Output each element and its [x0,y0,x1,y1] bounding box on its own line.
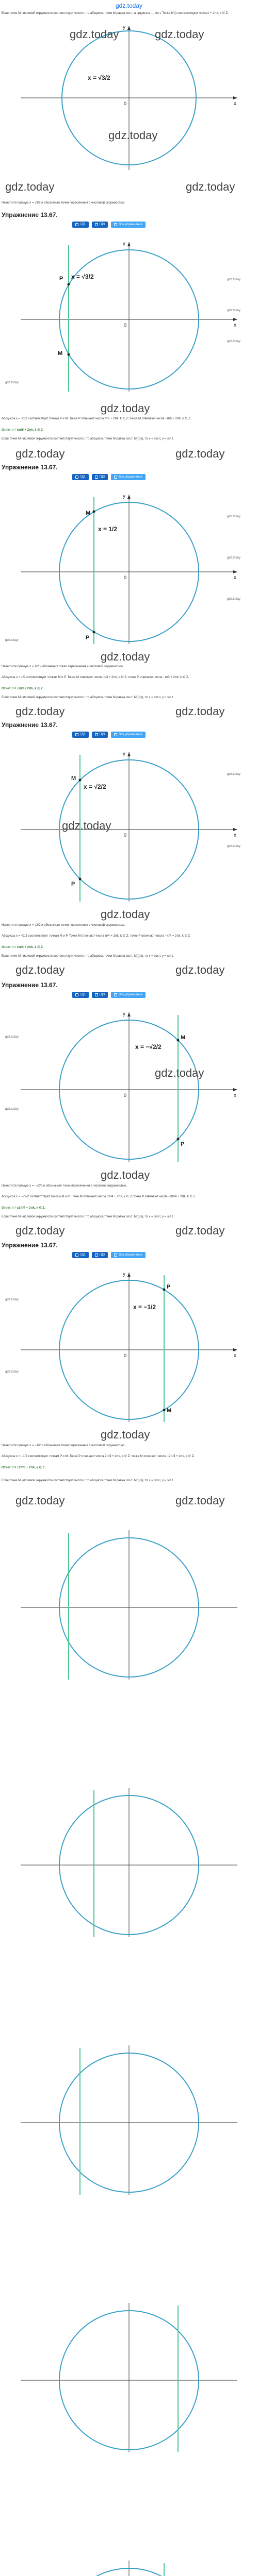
unit-circle-diagram [0,742,258,907]
rule-note: Если точке M числовой окружности соответствует число t, то абсцисса точки M равна cos t: M(t)(x), то x = cos t, y = sin t. [2,437,174,440]
gdz-button[interactable]: ГДЗ [92,992,108,998]
rule-note: Если точке M числовой окружности соответствует число t, то абсцисса точки M равна cos t: M(t)(x), то x = cos t, y = sin t. [2,955,174,958]
watermark: gdz.today [15,1224,65,1237]
watermark: gdz.today [186,180,235,193]
book-icon [75,733,78,736]
watermark: gdz.today [101,908,150,921]
watermark: gdz.today [101,1428,150,1441]
gdz-button[interactable]: ГДЗ [92,1252,108,1258]
gdz-button[interactable]: ГДЗ [72,992,89,998]
watermark: gdz.today [70,28,119,41]
watermark: gdz.today [101,402,150,415]
watermark: gdz.today [227,278,241,281]
point-label: P [167,1284,171,1290]
gdz-button[interactable]: ГДЗ [72,732,89,738]
answer-text: Абсцисса x = √3/2 соответствует точкам P и M. Точке P отвечают числа π/6 + 2πk, k ∈ Z; точке M отвечают числа −π/6 + 2πk, k ∈ Z. [2,417,191,420]
point-label: M [71,775,76,782]
watermark: gdz.today [108,129,158,142]
answer-text: Абсцисса x = √2/2 соответствует точкам M и P. Точке M отвечают числа π/4 + 2πk, k ∈ Z; точке P отвечают числа −π/4 + 2πk, k ∈ Z. [2,935,191,938]
watermark: gdz.today [15,1494,65,1507]
watermark: gdz.today [175,1224,225,1237]
watermark: gdz.today [227,309,241,312]
exercise-title: Упражнение 13.67. [2,721,58,728]
line-label: x = √3/2 [88,74,110,81]
answer-text: Абсцисса x = −√2/2 соответствует точкам M и P. Точке M отвечают числа 3π/4 + 2πk, k ∈ Z; точке P отвечают числа −3π/4 + 2πk, k ∈ Z. [2,1195,196,1198]
intro-note: Если точке M числовой окружности соответствует число t, то абсцисса точки M равна cos t, а ордината — sin t. Точке M(t) соответствуют числа t + 2πk, k ∈ Z. [2,12,229,15]
exercise-title: Упражнение 13.67. [2,211,58,218]
question: Начертите прямую x = 1/2 и обозначьте точки пересечения с числовой окружностью. [2,665,124,668]
site-link[interactable]: gdz.today [115,2,143,9]
watermark: gdz.today [227,340,241,343]
watermark: gdz.today [227,556,241,560]
answer-result: Ответ: t = ±2π/3 + 2πk, k ∈ Z. [2,1466,45,1469]
answer-result: Ответ: t = ±π/6 + 2πk, k ∈ Z. [2,429,44,432]
svg-text:x: x [234,833,236,838]
answer-result: Ответ: t = ±3π/4 + 2πk, k ∈ Z. [2,1207,45,1210]
svg-text:y: y [123,494,125,499]
svg-text:0: 0 [124,833,127,838]
svg-text:y: y [123,241,125,247]
rule-note: Если точке M числовой окружности соответствует число t, то абсцисса точки M равна cos t: M(t)(x), то x = cos t, y = sin t. [2,696,174,699]
svg-text:0: 0 [124,575,127,580]
watermark: gdz.today [227,515,241,518]
watermark: gdz.today [15,447,65,460]
list-icon [114,223,117,226]
unit-circle-diagram [0,21,258,175]
point-label: P [71,881,75,887]
gdz-button[interactable]: ГДЗ [72,474,89,480]
line-label: x = √3/2 [71,273,94,280]
unit-circle-diagram [0,232,258,397]
watermark: gdz.today [5,180,55,193]
book-icon [75,476,78,479]
all-exercises-button[interactable]: Все упражнения [111,474,146,480]
watermark: gdz.today [227,845,241,848]
watermark: gdz.today [15,963,65,976]
answer-text: Абсцисса x = −1/2 соответствует точкам P и M. Точке P отвечают числа 2π/3 + 2πk, k ∈ Z; точке M отвечают числа −2π/3 + 2πk, k ∈ Z. [2,1455,195,1458]
svg-text:x: x [234,101,236,107]
watermark: gdz.today [227,773,241,776]
point-label: P [181,1141,185,1147]
watermark: gdz.today [175,1494,225,1507]
watermark: gdz.today [227,598,241,601]
svg-text:y: y [123,1272,125,1277]
svg-text:y: y [123,751,125,757]
unit-circle-diagram [0,1002,258,1167]
continuation-diagrams [0,1520,258,2576]
action-bar [72,1252,146,1258]
gdz-button[interactable]: ГДЗ [92,474,108,480]
watermark: gdz.today [175,963,225,976]
book-icon [95,733,98,736]
gdz-button[interactable]: ГДЗ [92,732,108,738]
point-label: M [167,1408,172,1414]
all-exercises-button[interactable]: Все упражнения [111,732,146,738]
svg-text:y: y [123,1011,125,1017]
watermark: gdz.today [5,381,19,384]
unit-circle-diagram [0,484,258,649]
line-label: x = 1/2 [98,526,118,533]
list-icon [114,476,117,479]
book-icon [95,1253,98,1257]
svg-text:x: x [234,1353,236,1359]
point-label: P [86,635,90,641]
gdz-button[interactable]: ГДЗ [72,1252,89,1258]
answer-text: Абсцисса x = 1/2 соответствует точкам M и P. Точке M отвечают числа π/3 + 2πk, k ∈ Z; точке P отвечают числа −π/3 + 2πk, k ∈ Z. [2,676,189,679]
book-icon [95,223,98,226]
exercise-title: Упражнение 13.67. [2,1242,58,1249]
watermark: gdz.today [101,1168,150,1181]
rule-note: Если точке M числовой окружности соответствует число t, то абсцисса точки M равна cos t: M(t)(x), то x = cos t, y = sin t. [2,1479,174,1482]
point-label: M [58,350,63,357]
unit-circle-diagram [0,1262,258,1427]
exercise-title: Упражнение 13.67. [2,464,58,471]
watermark: gdz.today [155,28,204,41]
svg-text:0: 0 [124,1353,127,1358]
line-label: x = √2/2 [84,783,106,790]
action-bar [72,732,146,738]
svg-text:x: x [234,1093,236,1098]
watermark: gdz.today [15,705,65,718]
book-icon [75,223,78,226]
svg-text:0: 0 [124,101,127,106]
watermark: gdz.today [5,639,19,642]
point-label: M [181,1035,186,1041]
rule-note: Если точке M числовой окружности соответствует число t, то абсцисса точки M равна cos t: M(t)(x), то x = cos t, y = sin t. [2,1215,174,1218]
action-bar [72,222,146,228]
watermark: gdz.today [62,819,111,832]
point-label: P [59,276,63,282]
svg-text:0: 0 [124,323,127,328]
svg-text:x: x [234,575,236,581]
svg-text:x: x [234,323,236,328]
book-icon [75,1253,78,1257]
question: Начертите прямую x = −1/2 и обозначьте точки пересечения с числовой окружностью. [2,1444,125,1447]
list-icon [114,993,117,996]
book-icon [95,993,98,996]
watermark: gdz.today [101,650,150,663]
gdz-button[interactable]: ГДЗ [72,222,89,228]
watermark: gdz.today [175,447,225,460]
line-label: x = −√2/2 [135,1043,162,1050]
question: Начертите прямую x = √2/2 и обозначьте точки пересечения с числовой окружностью. [2,924,125,927]
exercise-title: Упражнение 13.67. [2,981,58,989]
book-icon [75,993,78,996]
watermark: gdz.today [155,1066,204,1079]
list-icon [114,1253,117,1257]
action-bar [72,474,146,480]
all-exercises-button[interactable]: Все упражнения [111,992,146,998]
question: Начертите прямую x = −√2/2 и обозначьте точки пересечения с числовой окружностью. [2,1184,127,1188]
all-exercises-button[interactable]: Все упражнения [111,1252,146,1258]
watermark: gdz.today [175,705,225,718]
answer-result: Ответ: t = ±π/4 + 2πk, k ∈ Z. [2,946,44,949]
answer-result: Ответ: t = ±π/3 + 2πk, k ∈ Z. [2,687,44,690]
svg-text:0: 0 [124,1093,127,1098]
watermark: gdz.today [5,1108,19,1111]
point-label: M [86,510,91,516]
book-icon [95,476,98,479]
watermark: gdz.today [5,1298,19,1301]
all-exercises-button[interactable]: Все упражнения [111,222,146,228]
watermark: gdz.today [5,1370,19,1374]
svg-text:y: y [123,25,125,30]
action-bar [72,992,146,998]
line-label: x = −1/2 [133,1303,156,1311]
list-icon [114,733,117,736]
watermark: gdz.today [5,1036,19,1039]
question: Начертите прямую x = √3/2 и обозначьте точки пересечения с числовой окружностью. [2,201,125,205]
gdz-button[interactable]: ГДЗ [92,222,108,228]
